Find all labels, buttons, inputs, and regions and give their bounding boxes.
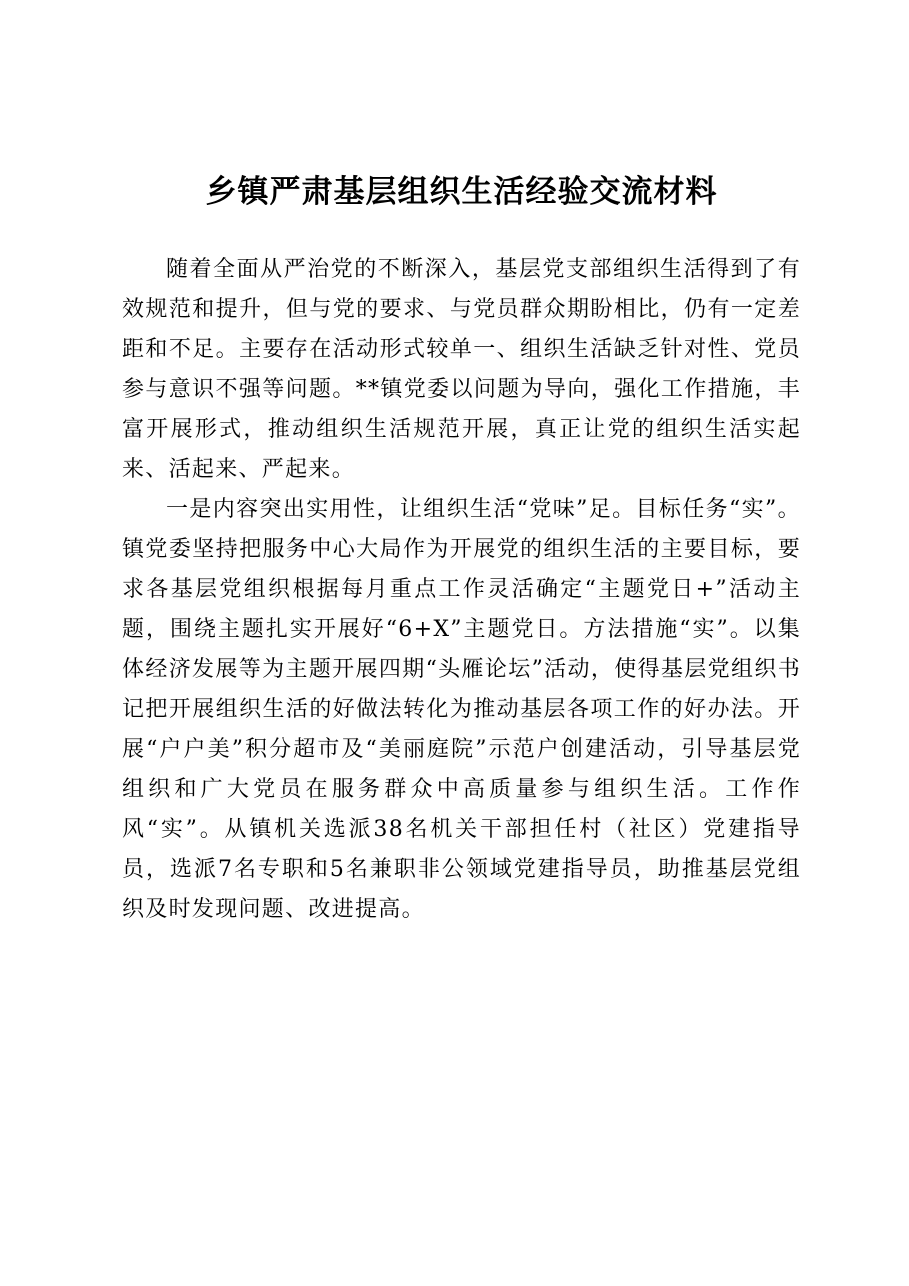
document-body	[122, 250, 801, 930]
document-title: 乡镇严肃基层组织生活经验交流材料	[205, 174, 718, 210]
paragraph-intro: 随着全面从严治党的不断深入，基层党支部组织生活得到了有效规范和提升，但与党的要求、与党员群众期盼相比，仍有一定差距和不足。主要存在活动形式较单一、组织生活缺乏针对性、党员参与意识不强等问题。**镇党委以问题为导向，强化工作措施，丰富开展形式，推动组织生活规范开展，真正让党的组织生活实起来、活起来、严起来。	[122, 257, 801, 482]
paragraph-content-practicality: 一是内容突出实用性，让组织生活“党味”足。目标任务“实”。镇党委坚持把服务中心大局作为开展党的组织生活的主要目标，要求各基层党组织根据每月重点工作灵活确定“主题党日+”活动主题，围绕主题扎实开展好“6+X”主题党日。方法措施“实”。以集体经济发展等为主题开展四期“头雁论坛”活动，使得基层党组织书记把开展组织生活的好做法转化为推动基层各项工作的好办法。开展“户户美”积分超市及“美丽庭院”示范户创建活动，引导基层党组织和广大党员在服务群众中高质量参与组织生活。工作作风“实”。从镇机关选派38名机关干部担任村（社区）党建指导员，选派7名专职和5名兼职非公领域党建指导员，助推基层党组织及时发现问题、改进提高。	[122, 497, 801, 922]
